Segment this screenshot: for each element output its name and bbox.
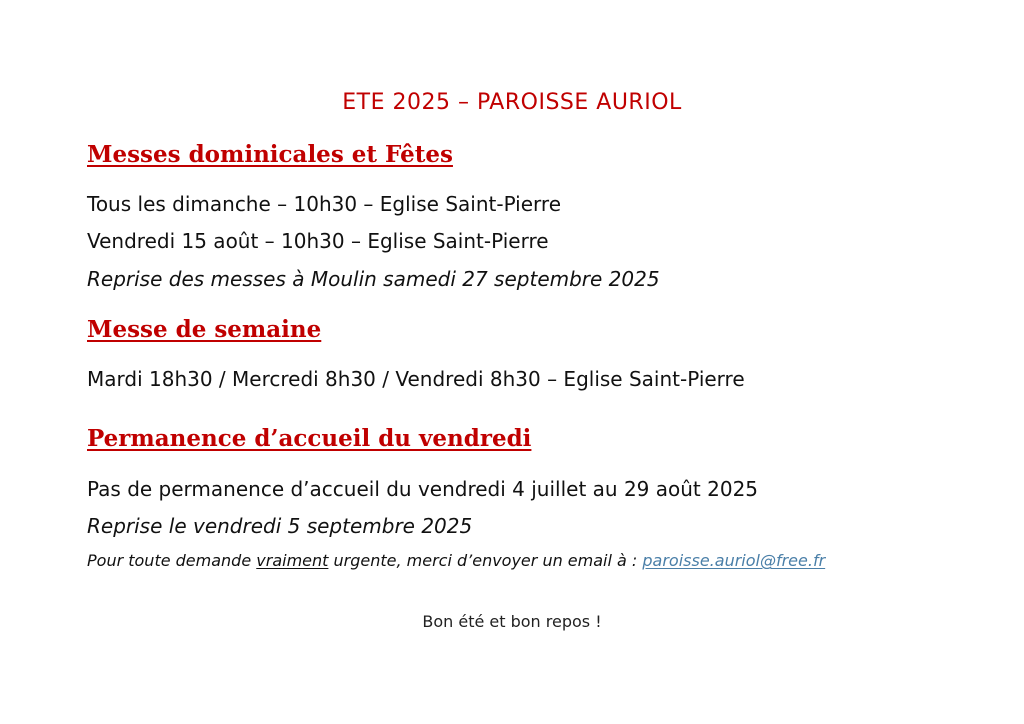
closing-message: Bon été et bon repos ! (422, 612, 602, 631)
heading-sunday-masses: Messes dominicales et Fêtes (87, 141, 453, 168)
moulin-resumption-line: Reprise des messes à Moulin samedi 27 septembre 2025 (87, 267, 660, 291)
no-reception-line: Pas de permanence d’accueil du vendredi 4 juillet au 29 août 2025 (87, 477, 759, 501)
urgent-emphasis: vraiment (256, 551, 329, 570)
heading-weekday-mass: Messe de semaine (87, 316, 322, 343)
urgent-request-line (87, 551, 825, 570)
assumption-mass-line: Vendredi 15 août – 10h30 – Eglise Saint-Pierre (87, 229, 549, 253)
weekday-mass-line: Mardi 18h30 / Mercredi 8h30 / Vendredi 8h30 – Eglise Saint-Pierre (87, 367, 745, 391)
urgent-prefix: Pour toute demande (87, 551, 257, 570)
page-title: ETE 2025 – PAROISSE AURIOL (342, 90, 682, 115)
urgent-suffix: urgente, merci d’envoyer un email à : (328, 551, 643, 570)
email-link[interactable]: paroisse.auriol@free.fr (642, 551, 826, 570)
sunday-mass-line: Tous les dimanche – 10h30 – Eglise Saint-Pierre (87, 192, 562, 216)
heading-friday-reception: Permanence d’accueil du vendredi (87, 425, 532, 452)
reception-resumption-line: Reprise le vendredi 5 septembre 2025 (87, 514, 473, 538)
